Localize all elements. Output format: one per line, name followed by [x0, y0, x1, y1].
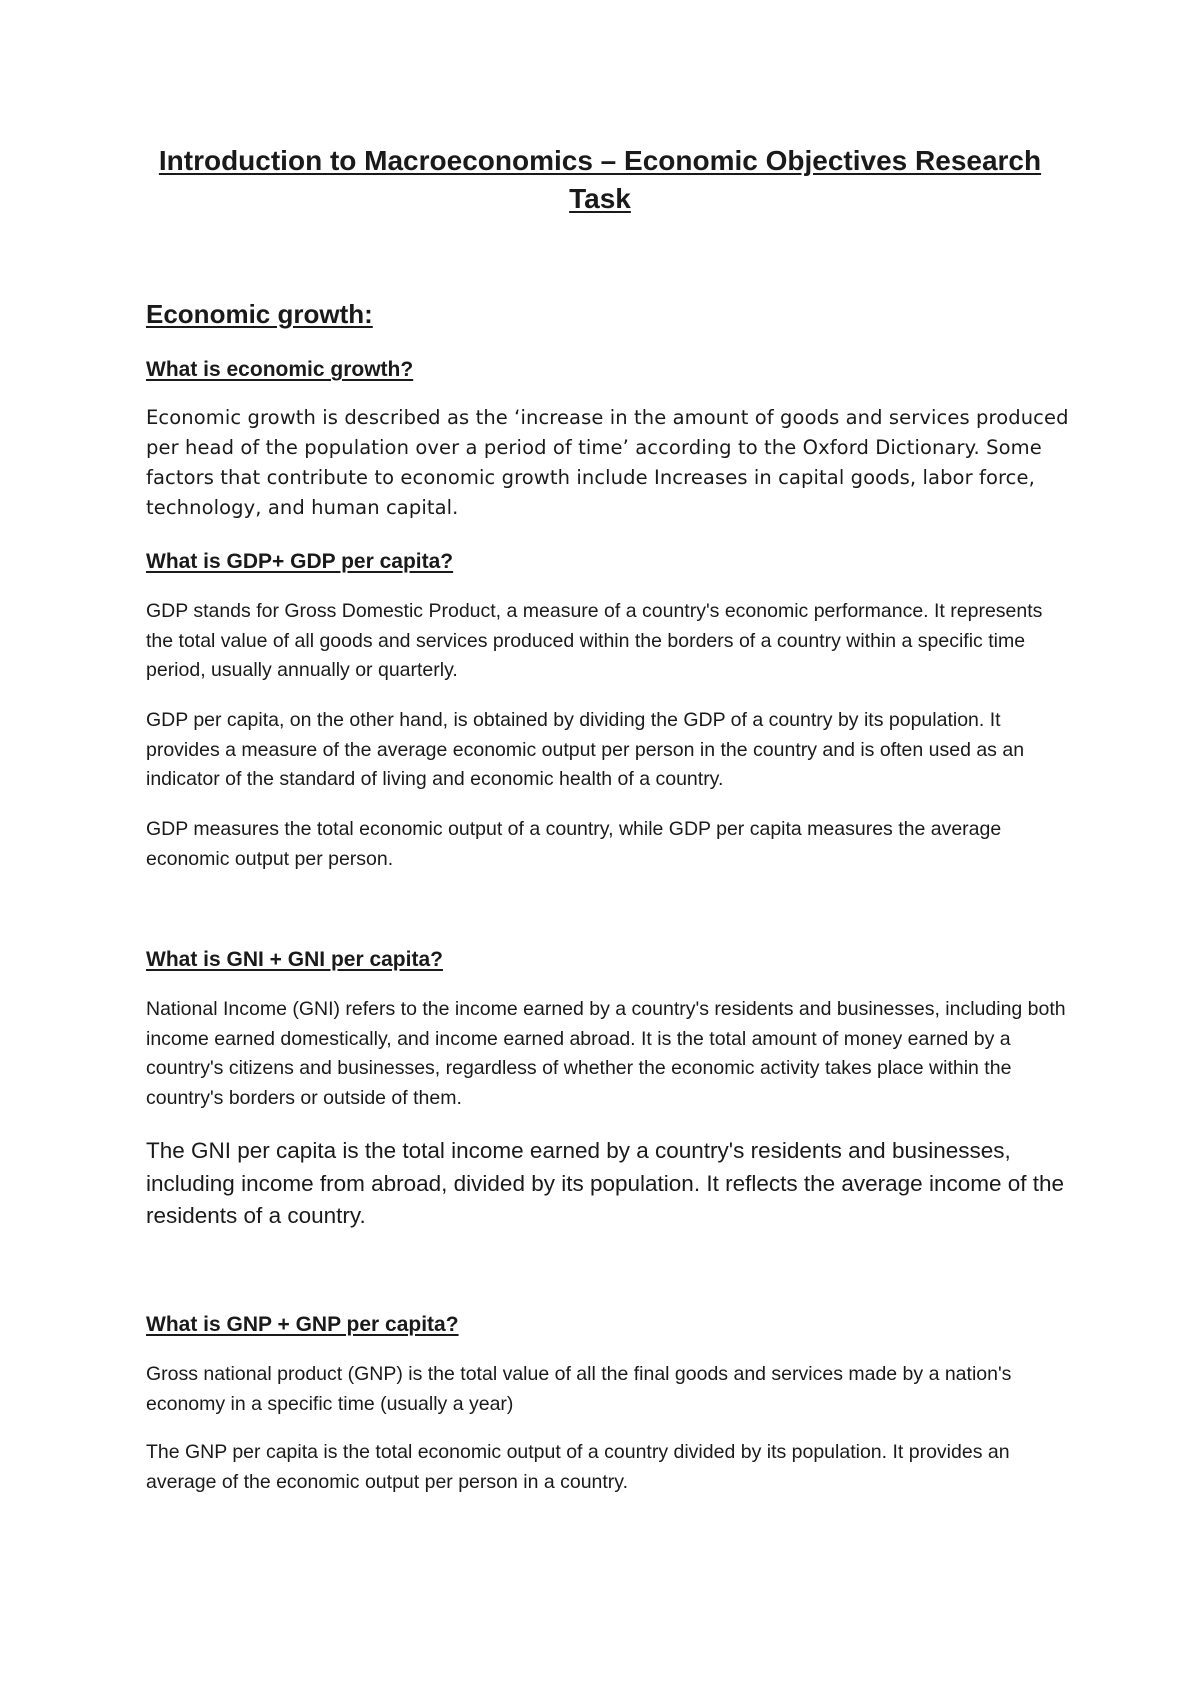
- section-heading-economic-growth: Economic growth:: [146, 299, 373, 329]
- paragraph-gni-definition: National Income (GNI) refers to the income earned by a country's residents and businesses, including both income earned domestically, and income earned abroad. It is the total amount of money earned by a country's citizens and businesses, regardless of whether the economic activity takes place within the country's borders or outside of them.: [146, 998, 1066, 1109]
- paragraph-gnp-per-capita: The GNP per capita is the total economic output of a country divided by its population. It provides an average of the economic output per person in a country.: [146, 1441, 1010, 1493]
- question-heading-gni: What is GNI + GNI per capita?: [146, 948, 443, 971]
- paragraph-gni-per-capita: The GNI per capita is the total income earned by a country's residents and businesses, including income from abroad, divided by its population. It reflects the average income of the residents of a country.: [146, 1138, 1065, 1228]
- question-heading-gnp: What is GNP + GNP per capita?: [146, 1313, 459, 1336]
- paragraph-gnp-definition: Gross national product (GNP) is the total value of all the final goods and services made by a nation's economy in a specific time (usually a year): [146, 1363, 1012, 1415]
- paragraph-economic-growth-definition: Economic growth is described as the ‘increase in the amount of goods and services produced per head of the population over a period of time’ according to the Oxford Dictionary. Some factors that contribute to economic growth include Increases in capital goods, labor force, technology, and human capital.: [146, 406, 1069, 519]
- question-heading-economic-growth: What is economic growth?: [146, 358, 414, 381]
- document-title: Introduction to Macroeconomics – Economic Objectives Research Task: [158, 145, 1042, 214]
- paragraph-gdp-definition: GDP stands for Gross Domestic Product, a measure of a country's economic performance. It represents the total value of all goods and services produced within the borders of a country within a specific time period, usually annually or quarterly.: [146, 600, 1043, 681]
- paragraph-gdp-per-capita: GDP per capita, on the other hand, is obtained by dividing the GDP of a country by its population. It provides a measure of the average economic output per person in the country and is often used as an indicator of the standard of living and economic health of a country.: [146, 709, 1025, 790]
- paragraph-gdp-comparison: GDP measures the total economic output of a country, while GDP per capita measures the average economic output per person.: [146, 818, 1002, 870]
- question-heading-gdp: What is GDP+ GDP per capita?: [146, 550, 454, 573]
